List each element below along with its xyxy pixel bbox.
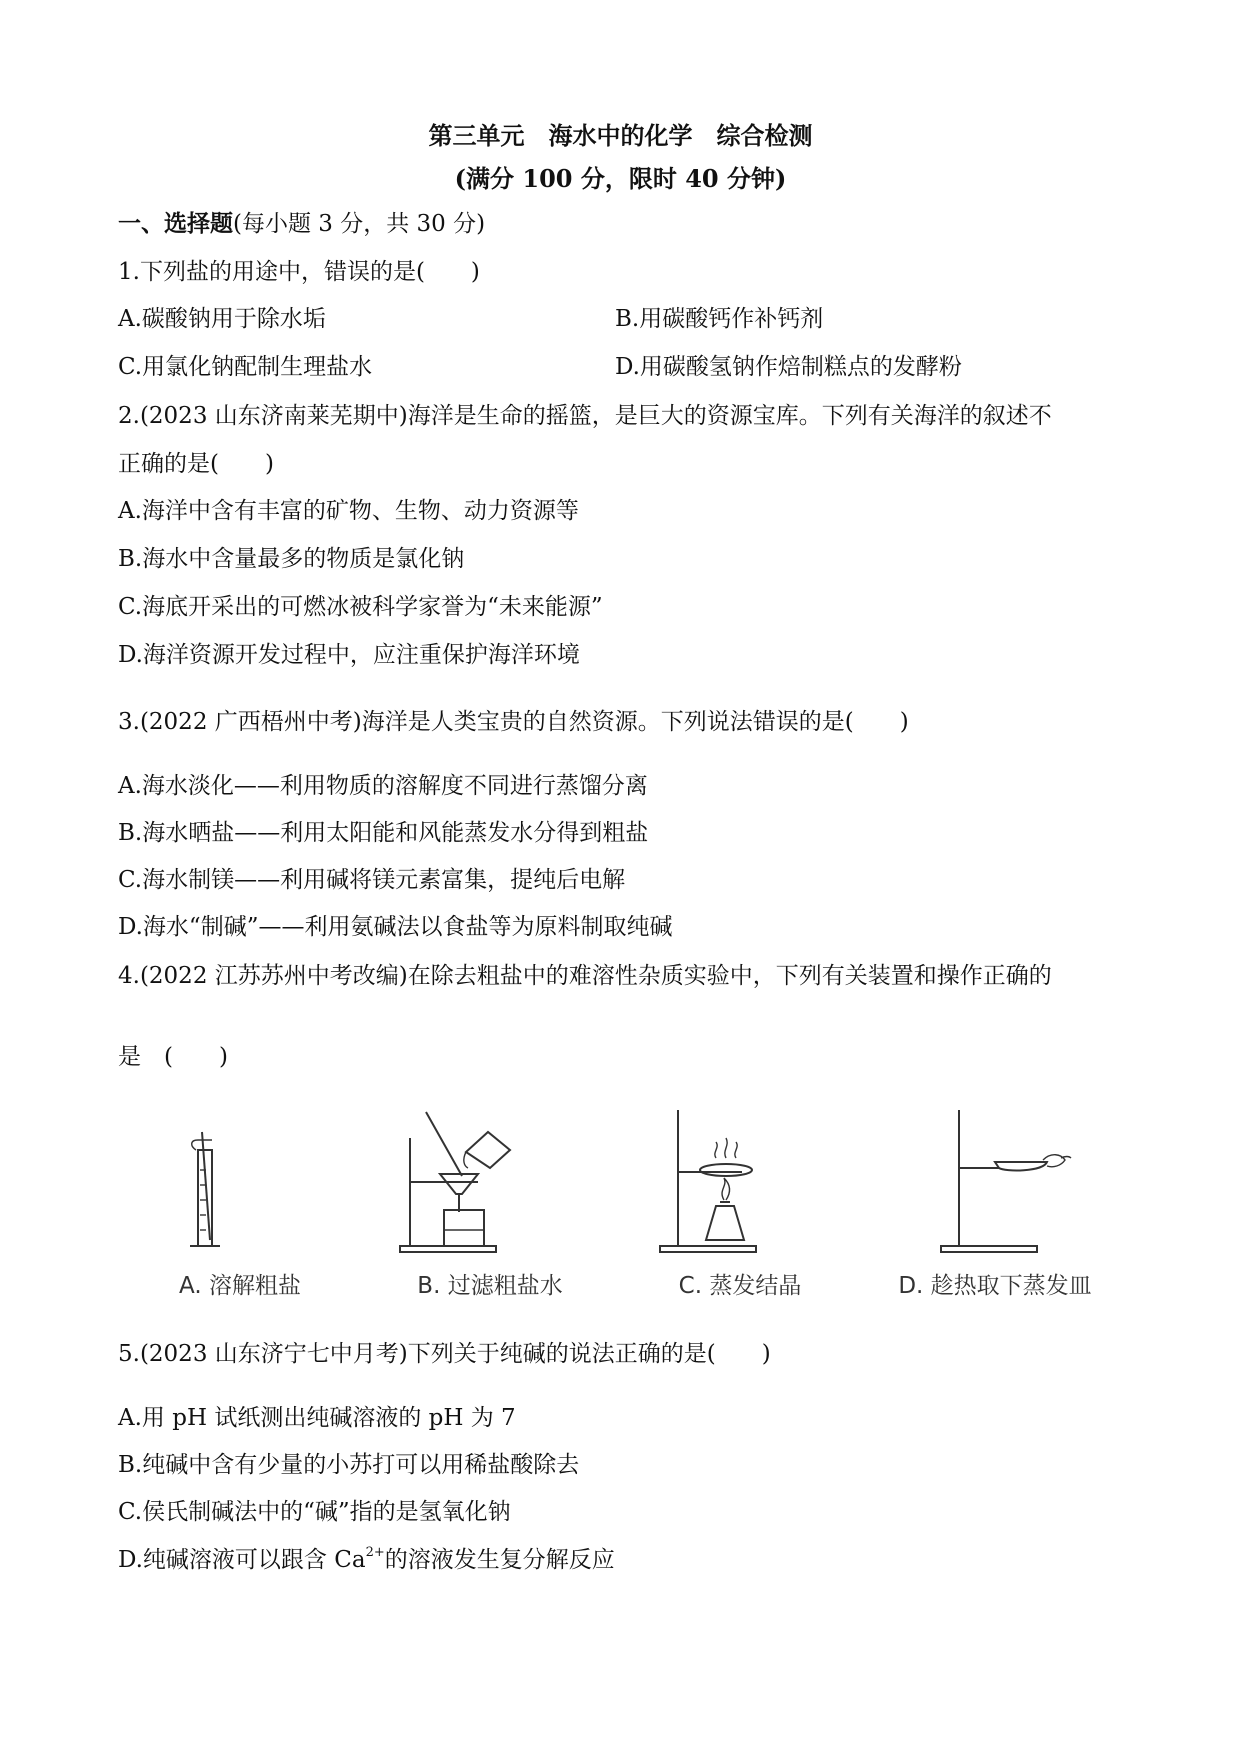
q2-option-b: B.海水中含量最多的物质是氯化钠 — [118, 546, 465, 572]
section-note: (每小题 3 分，共 30 分) — [233, 211, 486, 237]
figure-d-caption: D. 趁热取下蒸发皿 — [898, 1273, 1092, 1299]
q4-figures — [120, 1110, 1120, 1300]
q2-option-c: C.海底开采出的可燃冰被科学家誉为“未来能源” — [118, 594, 603, 620]
q3-stem: 3.(2022 广西梧州中考)海洋是人类宝贵的自然资源。下列说法错误的是( ) — [118, 709, 909, 735]
figure-d — [875, 1110, 1115, 1300]
evaporation-apparatus-icon — [620, 1110, 860, 1260]
q5-option-a: A.用 pH 试纸测出纯碱溶液的 pH 为 7 — [118, 1405, 516, 1431]
q2-option-d: D.海洋资源开发过程中，应注重保护海洋环境 — [118, 642, 580, 668]
q1-option-a: A.碳酸钠用于除水垢 — [118, 306, 326, 332]
q3-option-d: D.海水“制碱”——利用氨碱法以食盐等为原料制取纯碱 — [118, 914, 673, 940]
q4-stem-line2: 是 ( ) — [118, 1044, 228, 1070]
q5-option-d-text-end: 的溶液发生复分解反应 — [384, 1547, 615, 1573]
q1-stem: 1.下列盐的用途中，错误的是( ) — [118, 259, 480, 285]
q3-option-b: B.海水晒盐——利用太阳能和风能蒸发水分得到粗盐 — [118, 820, 649, 846]
page-subtitle: (满分 100 分，限时 40 分钟) — [454, 164, 787, 193]
hand-removing-dish-icon — [875, 1110, 1115, 1260]
q1-option-c: C.用氯化钠配制生理盐水 — [118, 354, 373, 380]
q5-option-b: B.纯碱中含有少量的小苏打可以用稀盐酸除去 — [118, 1452, 580, 1478]
section-title: 一、选择题 — [118, 210, 233, 237]
q1-option-d: D.用碳酸氢钠作焙制糕点的发酵粉 — [615, 354, 962, 380]
figure-c — [620, 1110, 860, 1300]
section-heading — [118, 210, 485, 238]
q5-option-d — [118, 1546, 615, 1574]
figure-a — [120, 1110, 360, 1300]
figure-a-caption: A. 溶解粗盐 — [179, 1273, 301, 1299]
q1-option-b: B.用碳酸钙作补钙剂 — [615, 306, 824, 332]
q3-option-c: C.海水制镁——利用碱将镁元素富集，提纯后电解 — [118, 867, 626, 893]
q3-option-a: A.海水淡化——利用物质的溶解度不同进行蒸馏分离 — [118, 773, 648, 799]
q2-option-a: A.海洋中含有丰富的矿物、生物、动力资源等 — [118, 498, 579, 524]
figure-b-caption: B. 过滤粗盐水 — [417, 1273, 563, 1299]
q2-stem-line1: 2.(2023 山东济南莱芜期中)海洋是生命的摇篮，是巨大的资源宝库。下列有关海洋的叙述不 — [118, 403, 1052, 429]
q5-stem: 5.(2023 山东济宁七中月考)下列关于纯碱的说法正确的是( ) — [118, 1341, 771, 1367]
q5-option-d-text: D.纯碱溶液可以跟含 Ca — [118, 1547, 366, 1573]
page-title: 第三单元 海水中的化学 综合检测 — [428, 121, 813, 150]
graduated-cylinder-icon — [120, 1110, 360, 1260]
q2-stem-line2: 正确的是( ) — [118, 451, 274, 477]
filtration-apparatus-icon — [370, 1110, 610, 1260]
q4-stem-line1: 4.(2022 江苏苏州中考改编)在除去粗盐中的难溶性杂质实验中，下列有关装置和操作正确的 — [118, 963, 1052, 989]
q5-option-c: C.侯氏制碱法中的“碱”指的是氢氧化钠 — [118, 1499, 511, 1525]
figure-b — [370, 1110, 610, 1300]
q5-option-d-superscript: 2+ — [365, 1545, 385, 1560]
figure-c-caption: C. 蒸发结晶 — [678, 1273, 802, 1299]
